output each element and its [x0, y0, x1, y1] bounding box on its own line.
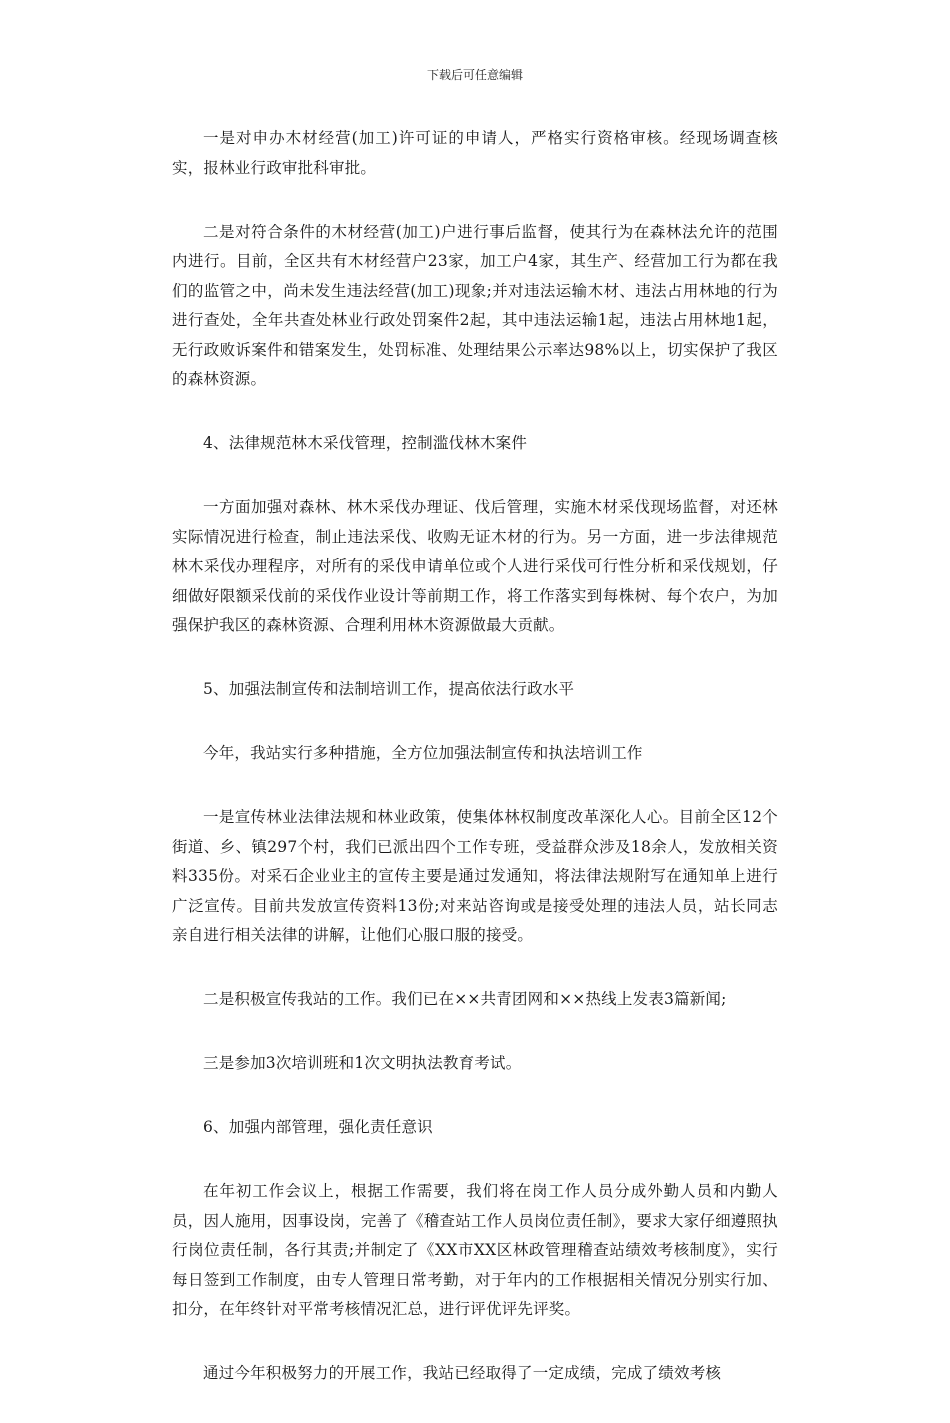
paragraph: 一是对申办木材经营(加工)许可证的申请人，严格实行资格审核。经现场调查核实，报林业行政审批科审批。 — [172, 129, 778, 177]
paragraph: 一方面加强对森林、林木采伐办理证、伐后管理，实施木材采伐现场监督，对还林实际情况进行检查，制止违法采伐、收购无证木材的行为。另一方面，进一步法律规范林木采伐办理程序，对所有的采伐申请单位或个人进行采伐可行性分析和采伐规划，仔细做好限额采伐前的采伐作业设计等前期工作，将工作落实到每株树、每个农户，为加强保护我区的森林资源、合理利用林木资源做最大贡献。 — [172, 498, 778, 634]
section-heading: 5、加强法制宣传和法制培训工作，提高依法行政水平 — [203, 680, 575, 698]
document-body — [172, 124, 778, 1423]
section-heading: 4、法律规范林木采伐管理，控制滥伐林木案件 — [203, 434, 528, 452]
paragraph: 在年初工作会议上，根据工作需要，我们将在岗工作人员分成外勤人员和内勤人员，因人施用，因事设岗，完善了《稽查站工作人员岗位责任制》，要求大家仔细遵照执行岗位责任制，各行其责;并制定了《XX市XX区林政管理稽查站绩效考核制度》，实行每日签到工作制度，由专人管理日常考勤，对于年内的工作根据相关情况分别实行加、扣分，在年终针对平常考核情况汇总，进行评优评先评奖。 — [172, 1182, 778, 1318]
paragraph: 今年，我站实行多种措施，全方位加强法制宣传和执法培训工作 — [203, 744, 643, 762]
paragraph: 三是参加3次培训班和1次文明执法教育考试。 — [203, 1054, 522, 1072]
paragraph: 通过今年积极努力的开展工作，我站已经取得了一定成绩，完成了绩效考核 — [203, 1364, 722, 1382]
page-header: 下载后可任意编辑 — [426, 68, 523, 82]
paragraph: 一是宣传林业法律法规和林业政策，使集体林权制度改革深化人心。目前全区12个街道、乡、镇297个村，我们已派出四个工作专班，受益群众涉及18余人，发放相关资料335份。对采石企业业主的宣传主要是通过发通知，将法律法规附写在通知单上进行广泛宣传。目前共发放宣传资料13份;对来站咨询或是接受处理的违法人员，站长同志亲自进行相关法律的讲解，让他们心服口服的接受。 — [172, 808, 778, 944]
section-heading: 6、加强内部管理，强化责任意识 — [203, 1118, 433, 1136]
paragraph: 二是对符合条件的木材经营(加工)户进行事后监督，使其行为在森林法允许的范围内进行。目前，全区共有木材经营户23家，加工户4家，其生产、经营加工行为都在我们的监管之中，尚未发生违法经营(加工)现象;并对违法运输木材、违法占用林地的行为进行查处，全年共查处林业行政处罚案件2起，其中违法运输1起，违法占用林地1起，无行政败诉案件和错案发生，处罚标准、处理结果公示率达98%以上，切实保护了我区的森林资源。 — [172, 222, 778, 388]
paragraph: 二是积极宣传我站的工作。我们已在××共青团网和××热线上发表3篇新闻; — [203, 990, 727, 1008]
